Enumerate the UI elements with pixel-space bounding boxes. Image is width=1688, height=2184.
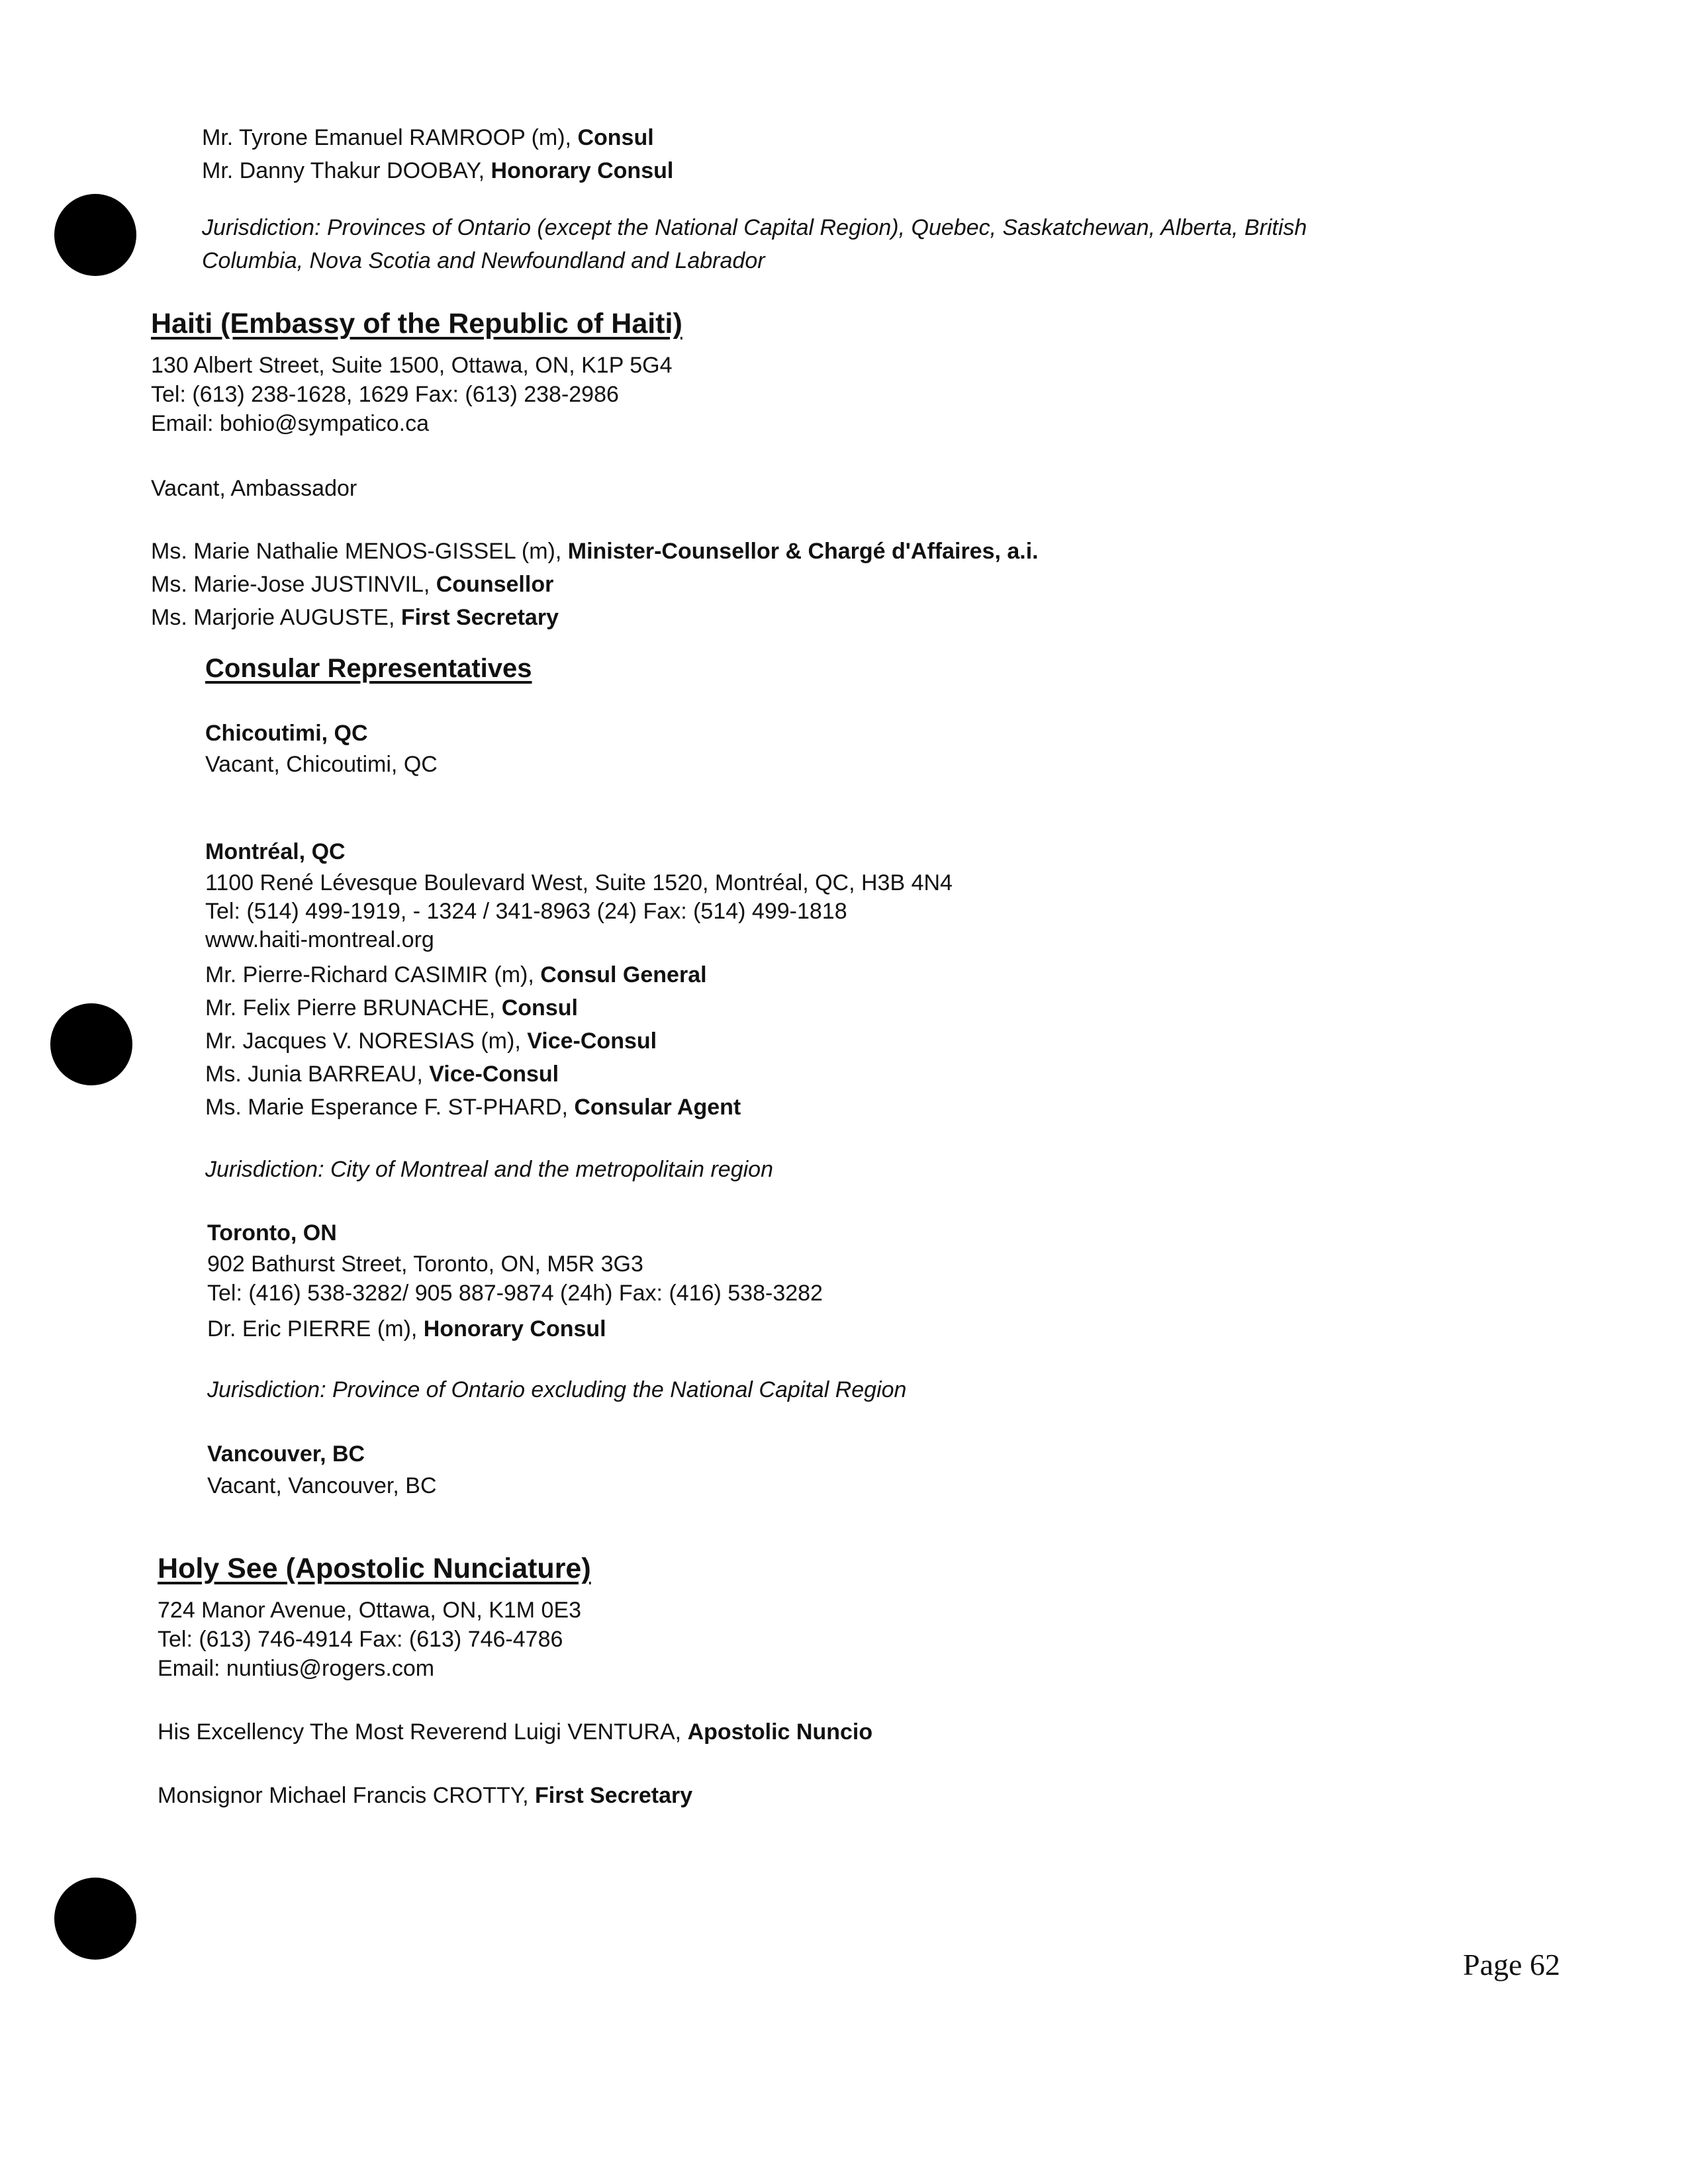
person-name: His Excellency The Most Reverend Luigi VENTURA,	[158, 1719, 688, 1745]
person-name: Ms. Marjorie AUGUSTE,	[151, 605, 401, 630]
ambassador-line: Vacant, Ambassador	[151, 476, 357, 501]
person-title: Consul	[577, 125, 654, 150]
person-name: Mr. Danny Thakur DOOBAY,	[202, 158, 491, 183]
binder-hole-top	[54, 194, 136, 276]
consulate-phone: Tel: (416) 538-3282/ 905 887-9874 (24h) Fax: (416) 538-3282	[207, 1281, 823, 1306]
consulate-city: Vancouver, BC	[207, 1441, 365, 1467]
person-name: Mr. Jacques V. NORESIAS (m),	[205, 1028, 528, 1054]
person-name: Ms. Marie Nathalie MENOS-GISSEL (m),	[151, 539, 568, 564]
jurisdiction-text: Jurisdiction: Provinces of Ontario (except the National Capital Region), Quebec, Saskatchewan, Alberta, British	[202, 215, 1307, 240]
person-line	[151, 568, 553, 601]
person-name: Dr. Eric PIERRE (m),	[207, 1316, 424, 1342]
person-title: Consul General	[540, 962, 707, 987]
person-name: Mr. Felix Pierre BRUNACHE,	[205, 995, 502, 1021]
person-line	[205, 991, 578, 1024]
person-line	[151, 601, 559, 634]
person-title: Minister-Counsellor & Chargé d'Affaires, a.i.	[567, 539, 1039, 564]
embassy-email: Email: nuntius@rogers.com	[158, 1656, 435, 1681]
embassy-phone: Tel: (613) 746-4914 Fax: (613) 746-4786	[158, 1627, 563, 1652]
person-name: Ms. Junia BARREAU,	[205, 1062, 430, 1087]
person-line	[205, 1024, 657, 1058]
consulate-city: Toronto, ON	[207, 1220, 337, 1246]
person-title: Apostolic Nuncio	[687, 1719, 873, 1745]
person-title: Consular Agent	[574, 1095, 741, 1120]
consulate-status: Vacant, Vancouver, BC	[207, 1473, 437, 1498]
consular-representatives-heading: Consular Representatives	[205, 654, 532, 683]
person-line	[151, 535, 1039, 568]
person-line	[202, 154, 673, 187]
person-line	[205, 1091, 741, 1124]
person-name: Ms. Marie Esperance F. ST-PHARD,	[205, 1095, 575, 1120]
jurisdiction-text: Jurisdiction: City of Montreal and the metropolitain region	[205, 1157, 773, 1182]
binder-hole-bottom	[54, 1878, 136, 1960]
person-line	[158, 1715, 872, 1749]
person-line	[207, 1312, 606, 1345]
embassy-email: Email: bohio@sympatico.ca	[151, 411, 430, 436]
person-line	[205, 958, 707, 991]
consulate-website: www.haiti-montreal.org	[205, 927, 434, 952]
embassy-address: 130 Albert Street, Suite 1500, Ottawa, ON, K1P 5G4	[151, 353, 673, 378]
person-title: Consul	[501, 995, 578, 1021]
person-name: Monsignor Michael Francis CROTTY,	[158, 1783, 535, 1808]
person-title: Honorary Consul	[491, 158, 674, 183]
consulate-address: 1100 René Lévesque Boulevard West, Suite 1520, Montréal, QC, H3B 4N4	[205, 870, 953, 895]
person-name: Ms. Marie-Jose JUSTINVIL,	[151, 572, 436, 597]
person-line	[205, 1058, 559, 1091]
consulate-city: Montréal, QC	[205, 839, 346, 864]
person-title: First Secretary	[534, 1783, 693, 1808]
section-heading-haiti: Haiti (Embassy of the Republic of Haiti)	[151, 308, 682, 340]
consulate-status: Vacant, Chicoutimi, QC	[205, 752, 438, 777]
consulate-phone: Tel: (514) 499-1919, - 1324 / 341-8963 (24) Fax: (514) 499-1818	[205, 899, 847, 924]
person-line	[202, 121, 654, 154]
person-name: Mr. Pierre-Richard CASIMIR (m),	[205, 962, 541, 987]
person-line	[158, 1779, 692, 1812]
person-title: Counsellor	[436, 572, 554, 597]
jurisdiction-text: Jurisdiction: Province of Ontario excluding the National Capital Region	[207, 1377, 907, 1402]
person-title: Vice-Consul	[429, 1062, 559, 1087]
page-number: Page 62	[1463, 1948, 1560, 1981]
embassy-address: 724 Manor Avenue, Ottawa, ON, K1M 0E3	[158, 1598, 582, 1623]
section-heading-holy-see: Holy See (Apostolic Nunciature)	[158, 1553, 591, 1584]
binder-hole-middle	[50, 1003, 132, 1085]
consulate-address: 902 Bathurst Street, Toronto, ON, M5R 3G3	[207, 1251, 643, 1277]
person-name: Mr. Tyrone Emanuel RAMROOP (m),	[202, 125, 578, 150]
consulate-city: Chicoutimi, QC	[205, 721, 368, 746]
jurisdiction-text: Columbia, Nova Scotia and Newfoundland and Labrador	[202, 248, 765, 273]
embassy-phone: Tel: (613) 238-1628, 1629 Fax: (613) 238-2986	[151, 382, 619, 407]
person-title: First Secretary	[400, 605, 559, 630]
person-title: Honorary Consul	[423, 1316, 606, 1342]
person-title: Vice-Consul	[527, 1028, 657, 1054]
